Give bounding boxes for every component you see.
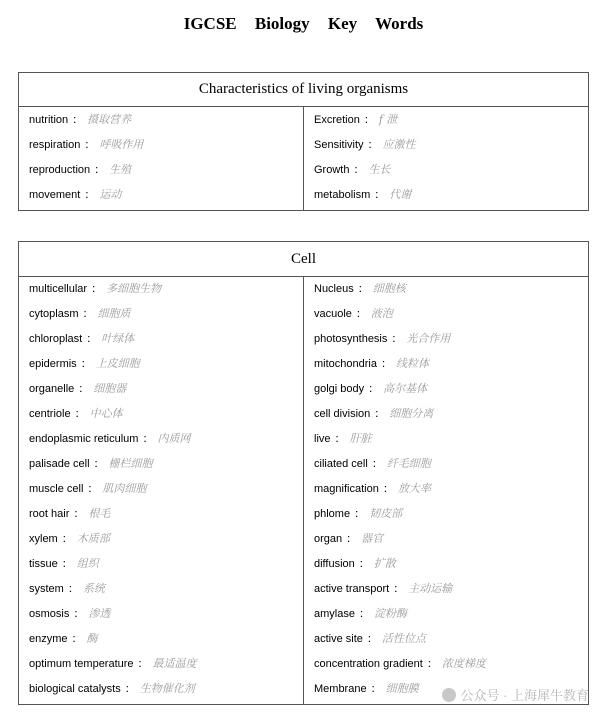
keyword-chinese: 代谢 <box>389 188 412 201</box>
keyword-english: golgi body <box>314 383 365 395</box>
keyword-chinese: 细胞膜 <box>385 682 419 695</box>
keyword-entry <box>29 579 303 604</box>
keyword-entry <box>29 679 303 704</box>
keyword-entry <box>314 479 588 504</box>
keyword-entry <box>29 135 303 160</box>
keyword-chinese: 韧皮部 <box>369 507 403 520</box>
keyword-separator: ： <box>353 164 365 176</box>
keyword-english: concentration gradient <box>314 658 423 670</box>
left-column <box>19 107 304 211</box>
keyword-chinese: 器官 <box>361 532 384 545</box>
keyword-separator: ： <box>346 533 358 545</box>
keyword-separator: ： <box>61 558 73 570</box>
keyword-english: cytoplasm <box>29 308 79 320</box>
keyword-chinese: 细胞质 <box>97 307 131 320</box>
keyword-english: amylase <box>314 608 355 620</box>
keyword-separator: ： <box>357 283 369 295</box>
keyword-chinese: 高尔基体 <box>383 382 428 395</box>
keyword-chinese: 呼吸作用 <box>99 138 144 151</box>
keyword-entry <box>29 304 303 329</box>
keyword-entry <box>314 135 588 160</box>
keyword-entry <box>29 279 303 304</box>
keyword-separator: ： <box>91 283 103 295</box>
keyword-entry <box>29 160 303 185</box>
keyword-english: respiration <box>29 139 81 151</box>
keyword-separator: ： <box>137 658 149 670</box>
keyword-english: centriole <box>29 408 71 420</box>
keyword-entry <box>29 454 303 479</box>
keyword-english: endoplasmic reticulum <box>29 433 139 445</box>
keyword-separator: ： <box>124 683 136 695</box>
keyword-chinese: 中心体 <box>89 407 123 420</box>
keyword-chinese: 扩散 <box>373 557 396 570</box>
cell-table <box>18 241 589 705</box>
keyword-chinese: 根毛 <box>88 507 111 520</box>
keyword-english: reproduction <box>29 164 91 176</box>
keyword-separator: ： <box>73 608 85 620</box>
keyword-english: osmosis <box>29 608 70 620</box>
keyword-separator: ： <box>142 433 154 445</box>
keyword-entry <box>314 579 588 604</box>
keyword-chinese: 液泡 <box>370 307 393 320</box>
keyword-entry <box>314 504 588 529</box>
keyword-entry <box>314 160 588 185</box>
keyword-english: Membrane <box>314 683 367 695</box>
table-heading: Characteristics of living organisms <box>19 73 589 107</box>
keyword-english: root hair <box>29 508 70 520</box>
keyword-entry <box>314 454 588 479</box>
keyword-separator: ： <box>391 333 403 345</box>
keyword-entry <box>29 604 303 629</box>
keyword-english: cell division <box>314 408 371 420</box>
keyword-chinese: 叶绿体 <box>101 332 135 345</box>
keyword-separator: ： <box>374 408 386 420</box>
keyword-chinese: 最适温度 <box>152 657 197 670</box>
keyword-chinese: 运动 <box>99 188 122 201</box>
keyword-separator: ： <box>93 458 105 470</box>
keyword-entry <box>314 329 588 354</box>
keyword-separator: ： <box>354 508 366 520</box>
keyword-english: magnification <box>314 483 379 495</box>
keyword-english: biological catalysts <box>29 683 121 695</box>
keyword-entry <box>29 629 303 654</box>
keyword-entry <box>314 404 588 429</box>
keyword-english: palisade cell <box>29 458 90 470</box>
keyword-separator: ： <box>363 114 375 126</box>
keyword-entry <box>314 529 588 554</box>
keyword-chinese: 系统 <box>82 582 105 595</box>
keyword-entry <box>29 554 303 579</box>
keyword-english: xylem <box>29 533 58 545</box>
keyword-separator: ： <box>74 408 86 420</box>
keyword-separator: ： <box>426 658 438 670</box>
keyword-entry <box>29 654 303 679</box>
keyword-english: chloroplast <box>29 333 83 345</box>
keyword-separator: ： <box>86 333 98 345</box>
keyword-chinese: 生殖 <box>109 163 132 176</box>
keyword-chinese: 肝脏 <box>349 432 372 445</box>
keyword-entry <box>29 504 303 529</box>
keyword-chinese: 摄取营养 <box>87 113 132 126</box>
keyword-separator: ： <box>382 483 394 495</box>
watermark-text: 公众号 · 上海犀牛教育 <box>460 688 589 703</box>
right-column <box>304 107 589 211</box>
keyword-entry <box>314 354 588 379</box>
keyword-separator: ： <box>358 558 370 570</box>
keyword-entry <box>29 354 303 379</box>
keyword-chinese: 细胞分离 <box>389 407 434 420</box>
keyword-separator: ： <box>78 383 90 395</box>
characteristics-table <box>18 72 589 211</box>
watermark <box>442 685 589 704</box>
keyword-chinese: 活性位点 <box>381 632 426 645</box>
keyword-chinese: 纤毛细胞 <box>386 457 431 470</box>
keyword-entry <box>29 479 303 504</box>
keyword-separator: ： <box>355 308 367 320</box>
keyword-entry <box>29 329 303 354</box>
keyword-separator: ： <box>334 433 346 445</box>
keyword-chinese: 细胞核 <box>372 282 406 295</box>
keyword-chinese: 组织 <box>76 557 99 570</box>
keyword-english: Nucleus <box>314 283 354 295</box>
keyword-chinese: 内质网 <box>157 432 191 445</box>
keyword-chinese: 应激性 <box>382 138 416 151</box>
keyword-chinese: 栅栏细胞 <box>108 457 153 470</box>
keyword-english: live <box>314 433 331 445</box>
keyword-chinese: 淀粉酶 <box>373 607 407 620</box>
keyword-separator: ： <box>84 189 96 201</box>
keyword-separator: ： <box>366 633 378 645</box>
keyword-english: system <box>29 583 64 595</box>
keyword-separator: ： <box>368 383 380 395</box>
keyword-chinese: 浓度梯度 <box>441 657 486 670</box>
keyword-chinese: 线粒体 <box>395 357 429 370</box>
keyword-separator: ： <box>80 358 92 370</box>
keyword-entry <box>314 604 588 629</box>
keyword-separator: ： <box>67 583 79 595</box>
keyword-separator: ： <box>358 608 370 620</box>
keyword-entry <box>314 629 588 654</box>
keyword-entry <box>29 379 303 404</box>
keyword-english: Excretion <box>314 114 360 126</box>
keyword-english: tissue <box>29 558 58 570</box>
keyword-separator: ： <box>371 458 383 470</box>
keyword-entry <box>314 429 588 454</box>
keyword-chinese: 多细胞生物 <box>106 282 162 295</box>
keyword-entry <box>29 429 303 454</box>
keyword-entry <box>29 404 303 429</box>
keyword-english: mitochondria <box>314 358 377 370</box>
keyword-english: diffusion <box>314 558 355 570</box>
keyword-chinese: 上皮细胞 <box>95 357 140 370</box>
keyword-english: nutrition <box>29 114 69 126</box>
keyword-entry <box>314 304 588 329</box>
keyword-chinese: 光合作用 <box>406 332 451 345</box>
keyword-separator: ： <box>370 683 382 695</box>
keyword-english: organelle <box>29 383 75 395</box>
keyword-separator: ： <box>87 483 99 495</box>
keyword-entry <box>314 110 588 135</box>
keyword-separator: ： <box>72 114 84 126</box>
keyword-english: optimum temperature <box>29 658 134 670</box>
wechat-icon <box>442 688 456 702</box>
keyword-entry <box>314 654 588 679</box>
keyword-english: active transport <box>314 583 390 595</box>
keyword-chinese: 木质部 <box>76 532 110 545</box>
keyword-english: enzyme <box>29 633 68 645</box>
keyword-chinese: 主动运输 <box>408 582 453 595</box>
keyword-english: organ <box>314 533 343 545</box>
keyword-chinese: 肌肉细胞 <box>102 482 147 495</box>
keyword-separator: ： <box>94 164 106 176</box>
left-column <box>19 277 304 705</box>
keyword-english: ciliated cell <box>314 458 368 470</box>
document-title: IGCSE Biology Key Words <box>183 14 424 33</box>
keyword-entry <box>314 185 588 210</box>
keyword-chinese: 放大率 <box>397 482 431 495</box>
keyword-english: multicellular <box>29 283 88 295</box>
keyword-separator: ： <box>73 508 85 520</box>
keyword-separator: ： <box>61 533 73 545</box>
keyword-english: epidermis <box>29 358 77 370</box>
keyword-entry <box>314 554 588 579</box>
keyword-entry <box>314 279 588 304</box>
keyword-english: metabolism <box>314 189 371 201</box>
keyword-separator: ： <box>380 358 392 370</box>
keyword-english: photosynthesis <box>314 333 388 345</box>
keyword-english: vacuole <box>314 308 352 320</box>
keyword-chinese: 渗透 <box>88 607 111 620</box>
table-heading: Cell <box>19 242 589 277</box>
keyword-english: phlome <box>314 508 351 520</box>
keyword-chinese: 生物催化剂 <box>139 682 195 695</box>
keyword-entry <box>29 185 303 210</box>
keyword-english: muscle cell <box>29 483 84 495</box>
keyword-separator: ： <box>374 189 386 201</box>
keyword-separator: ： <box>82 308 94 320</box>
keyword-separator: ： <box>71 633 83 645</box>
keyword-english: movement <box>29 189 81 201</box>
keyword-english: Sensitivity <box>314 139 364 151</box>
keyword-chinese: 生长 <box>368 163 391 176</box>
keyword-english: active site <box>314 633 363 645</box>
keyword-english: Growth <box>314 164 350 176</box>
keyword-entry <box>29 529 303 554</box>
keyword-separator: ： <box>367 139 379 151</box>
keyword-chinese: 细胞器 <box>93 382 127 395</box>
keyword-separator: ： <box>393 583 405 595</box>
keyword-chinese: 酶 <box>86 632 98 645</box>
keyword-separator: ： <box>84 139 96 151</box>
right-column <box>304 277 589 705</box>
keyword-chinese: f 泄 <box>378 113 398 126</box>
keyword-entry <box>314 379 588 404</box>
keyword-entry <box>29 110 303 135</box>
